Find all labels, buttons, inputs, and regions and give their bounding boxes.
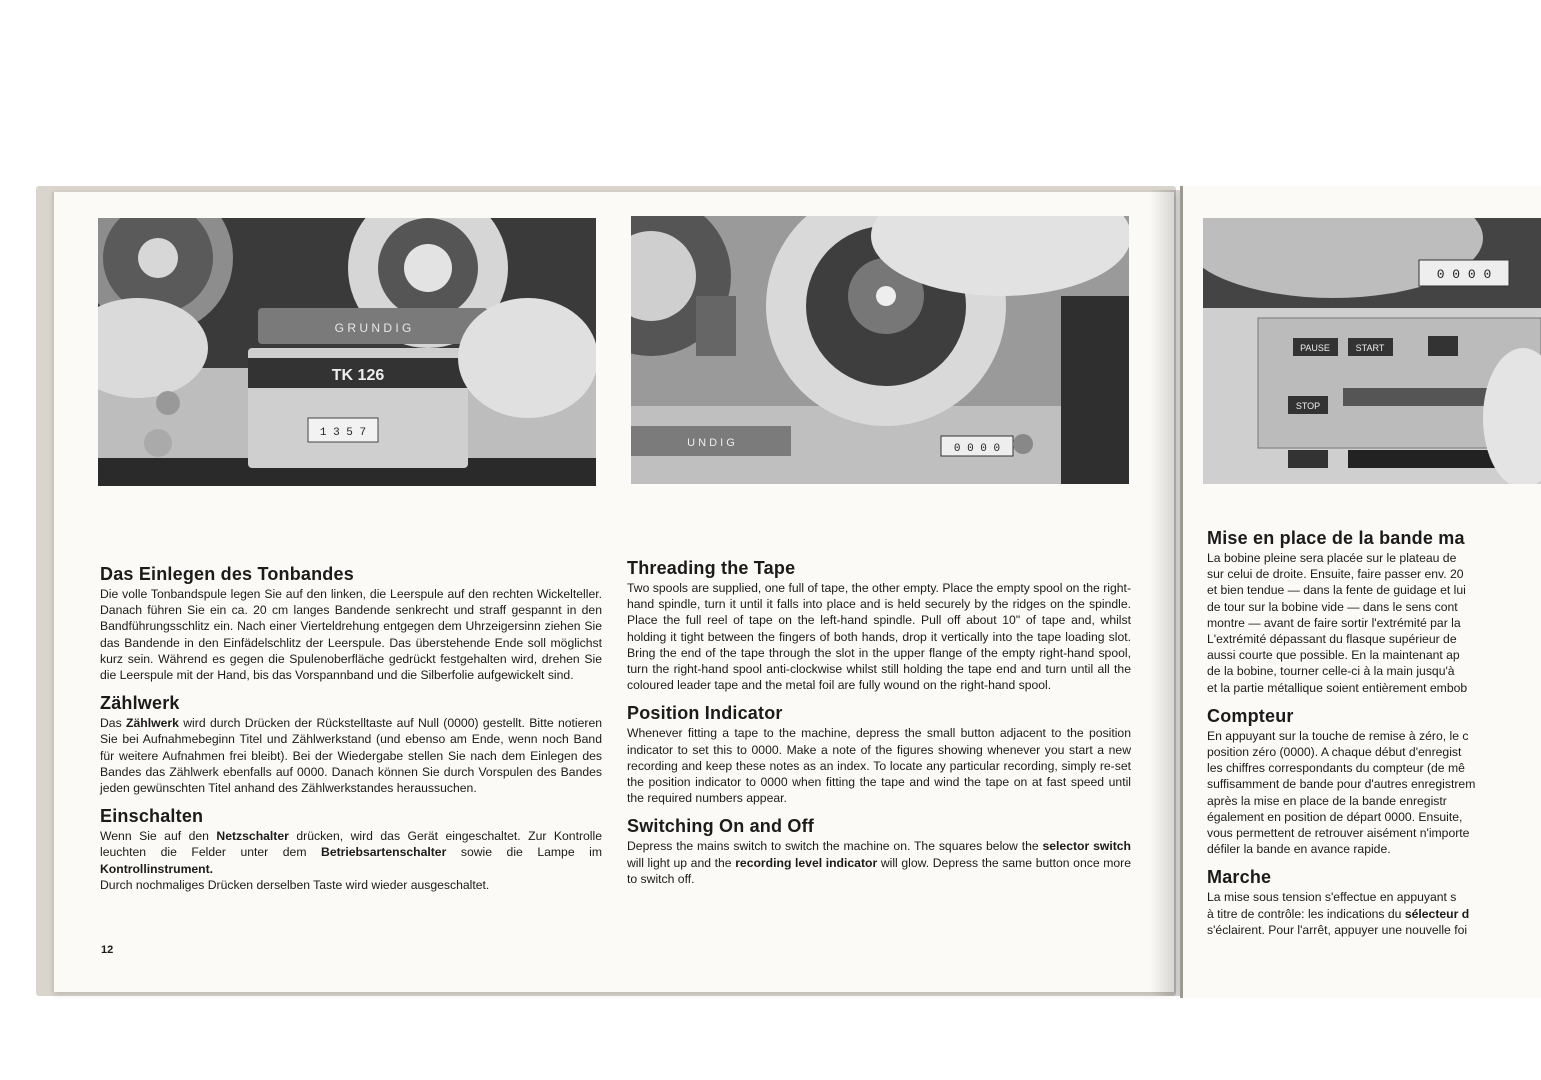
en-sw-b2: recording level indicator — [735, 855, 878, 870]
fr-line: défiler la bande en avance rapide. — [1207, 842, 1391, 857]
photo1-model: TK 126 — [331, 367, 385, 384]
fr-line: position zéro (0000). A chaque début d'enregist — [1207, 745, 1462, 760]
fr-line: En appuyant sur la touche de remise à zéro, le c — [1207, 728, 1469, 743]
fr-text-threading — [1207, 550, 1541, 696]
de-heading-counter: Zählwerk — [100, 693, 180, 714]
en-heading-switching: Switching On and Off — [627, 816, 814, 837]
photo3-counter: 0 0 0 0 — [1436, 267, 1492, 282]
en-sw-b1: selector switch — [1042, 839, 1131, 854]
fr-line: sur celui de droite. Ensuite, faire passer env. 20 — [1207, 567, 1464, 582]
english-column — [627, 558, 1131, 897]
fr-heading-counter: Compteur — [1207, 705, 1294, 726]
fr-text-counter — [1207, 728, 1541, 858]
photo3-stop: STOP — [1295, 401, 1321, 411]
de-sw-b2: Betriebsartenschalter — [321, 845, 447, 860]
fr-line: montre — avant de faire sortir l'extrémité par la — [1207, 615, 1461, 630]
en-sw-t1: Depress the mains switch to switch the machine on. The squares below the — [627, 839, 1039, 854]
fr-line: les chiffres correspondants du compteur (de mê — [1207, 761, 1465, 776]
photo1-counter: 1 3 5 7 — [319, 427, 367, 439]
en-heading-position: Position Indicator — [627, 703, 783, 724]
photo2-counter: 0 0 0 0 — [953, 443, 1001, 455]
spine-shadow — [1150, 190, 1180, 996]
fr-heading-threading: Mise en place de la bande ma — [1207, 528, 1465, 548]
french-column — [1207, 528, 1541, 938]
fr-line: également en position de départ 0000. Ensuite, — [1207, 809, 1463, 824]
en-heading-threading: Threading the Tape — [627, 558, 796, 578]
fr-sw-bold: sélecteur d — [1404, 906, 1470, 921]
en-text-position: Whenever fitting a tape to the machine, depress the small button adjacent to the position indicator to set this to 0000. Make a note of the figures showing whenever you start a new recording and keep these notes as an index. To locate any particular recording, simply re-set the position indicator to 0000 when fitting the tape and wind the tape on at fast speed until the required numbers appear. — [627, 726, 1131, 806]
de-sw-b3: Kontrollinstrument. — [100, 861, 214, 876]
fr-line: s'éclairent. Pour l'arrêt, appuyer une nouvelle foi — [1207, 922, 1468, 937]
photo3-pause: PAUSE — [1300, 343, 1330, 353]
de-text-counter — [100, 715, 602, 796]
de-heading-threading: Das Einlegen des Tonbandes — [100, 564, 354, 584]
de-sw-t4: Durch nochmaliges Drücken derselben Taste wird wieder ausgeschaltet. — [100, 877, 490, 892]
de-heading-switching: Einschalten — [100, 806, 204, 827]
fr-line: de tour sur la bobine vide — dans le sens cont — [1207, 599, 1458, 614]
fr-line: et bien tendue — dans la fente de guidage et lui — [1207, 583, 1466, 598]
fr-sw-pre: à titre de contrôle: les indications du — [1207, 906, 1402, 921]
fr-line — [1207, 906, 1541, 922]
fr-line: vous permettent de retrouver aisément n'importe — [1207, 826, 1470, 841]
de-counter-pre: Das — [100, 716, 122, 731]
de-counter-bold: Zählwerk — [126, 716, 179, 731]
de-sw-t2: drücken, wird das Gerät eingeschaltet. Zur Kontrolle leuchten die Felder unter dem — [100, 829, 603, 860]
fr-line: de la bobine, tourner celle-ci à la main jusqu'à — [1207, 664, 1455, 679]
de-sw-t1: Wenn Sie auf den — [100, 829, 209, 844]
de-counter-rest: wird durch Drücken der Rückstelltaste auf Null (0000) gestellt. Bitte notieren Sie bei Aufnahmebeginn Titel und Zählwerkstand (und ebenso am Ende, wenn noch Band für weitere Aufnahmen frei bleibt). Bei der Wiedergabe stellen Sie nach dem Einlegen des Bandes das Zählwerk ebenfalls auf 0000. Danach können Sie durch Vorspulen des Bandes jeden gewünschten Titel anhand des Zählwerkstandes heraussuchen. — [100, 716, 603, 796]
fr-line: suffisamment de bande pour d'autres enregistrem — [1207, 777, 1476, 792]
de-sw-t3: sowie die Lampe im — [460, 845, 602, 860]
photo1-brand: G R U N D I G — [334, 321, 412, 335]
en-sw-t2: will light up and the — [627, 855, 732, 870]
en-sw-t3: will glow. Depress the same button once more to switch off. — [627, 855, 1131, 886]
fr-text-switching — [1207, 889, 1541, 938]
photo2-brand: U N D I G — [687, 437, 735, 449]
fr-heading-switching: Marche — [1207, 867, 1272, 888]
photo-threading-left — [98, 218, 596, 486]
fr-line: La bobine pleine sera placée sur le plateau de — [1207, 551, 1457, 565]
german-column — [100, 564, 602, 893]
fr-line: aussi courte que possible. En la maintenant ap — [1207, 648, 1460, 663]
fr-line: et la partie métallique soient entièrement embob — [1207, 680, 1468, 695]
page-number: 12 — [101, 944, 114, 956]
photo-threading-center — [631, 216, 1129, 484]
photo3-start: START — [1355, 343, 1385, 353]
fr-line: La mise sous tension s'effectue en appuyant s — [1207, 890, 1457, 905]
de-text-threading: Die volle Tonbandspule legen Sie auf den linken, die Leerspule auf den rechten Wickelteller. Danach führen Sie ein ca. 20 cm langes Bandende senkrecht und straff gespannt in den Bandführungsschlitz ein. Nach einer Vierteldrehung entgegen dem Uhrzeigersinn ziehen Sie das Bandende in den Einfädelschlitz der Leerspule. Das überstehende Ende soll möglichst kurz sein. Während es gegen die Spulenoberfläche gedrückt festgehalten wird, drehen Sie die Leerspule mit der Hand, bis das Vorspannband und die Silberfolie aufgewickelt sind. — [100, 587, 602, 683]
en-text-threading: Two spools are supplied, one full of tape, the other empty. Place the empty spool on the right-hand spindle, turn it until it falls into place and is held securely by the ridges on the spindle. Place the full reel of tape on the left-hand spindle. Pull off about 10" of tape and, whilst holding it tight between the fingers of both hands, drop it vertically into the tape loading slot. Bring the end of the tape through the slot in the upper flange of the empty right-hand spool, turn the right-hand spool anti-clockwise whilst still holding the tape end and turn until all the coloured leader tape and the metal foil are fully wound on the right-hand spool. — [627, 581, 1131, 693]
fr-line: L'extrémité dépassant du flasque supérieur de — [1207, 632, 1457, 647]
photo-threading-right — [1203, 218, 1541, 484]
en-text-switching — [627, 838, 1131, 887]
de-text-switching — [100, 828, 602, 893]
fr-line: après la mise en place de la bande enregistr — [1207, 793, 1447, 808]
de-sw-b1: Netzschalter — [216, 829, 289, 844]
